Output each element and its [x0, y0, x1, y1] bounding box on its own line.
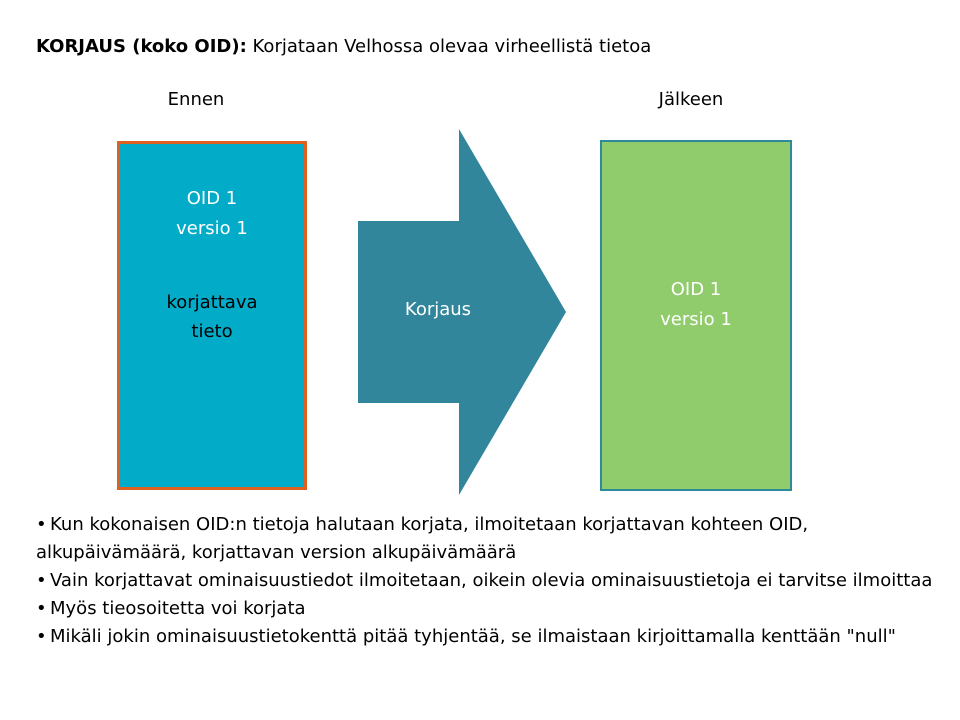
bullet-mark: • — [36, 570, 47, 591]
arrow-label: Korjaus — [404, 299, 472, 320]
before-oid: OID 1 — [186, 188, 238, 209]
bullet-text: Vain korjattavat ominaisuustiedot ilmoitetaan, oikein olevia ominaisuustietoja ei tarvitse ilmoittaa — [50, 570, 933, 591]
bullet-list — [36, 511, 936, 651]
bullet-item — [36, 511, 936, 567]
before-version: versio 1 — [176, 218, 248, 239]
page-title-bold: KORJAUS (koko OID): — [36, 36, 247, 57]
after-version: versio 1 — [660, 309, 732, 330]
page-title-rest: Korjataan Velhossa olevaa virheellistä tietoa — [246, 36, 652, 57]
bullet-text: Myös tieosoitetta voi korjata — [50, 598, 306, 619]
correction-arrow — [358, 129, 566, 495]
before-label: Ennen — [167, 89, 225, 110]
corrected-data-line2: tieto — [191, 321, 233, 342]
before-box — [117, 141, 307, 490]
after-label: Jälkeen — [658, 89, 724, 110]
after-box — [600, 140, 792, 491]
bullet-item — [36, 595, 936, 623]
page-title — [36, 36, 651, 58]
bullet-text: Kun kokonaisen OID:n tietoja halutaan korjata, ilmoitetaan korjattavan kohteen OID, alkupäivämäärä, korjattavan version alkupäivämäärä — [36, 514, 809, 563]
corrected-data-line1: korjattava — [166, 292, 258, 313]
after-oid: OID 1 — [670, 279, 722, 300]
bullet-mark: • — [36, 514, 47, 535]
bullet-item — [36, 623, 936, 651]
bullet-mark: • — [36, 626, 47, 647]
bullet-item — [36, 567, 936, 595]
bullet-mark: • — [36, 598, 47, 619]
bullet-text: Mikäli jokin ominaisuustietokenttä pitää tyhjentää, se ilmaistaan kirjoittamalla kenttään "null" — [50, 626, 896, 647]
